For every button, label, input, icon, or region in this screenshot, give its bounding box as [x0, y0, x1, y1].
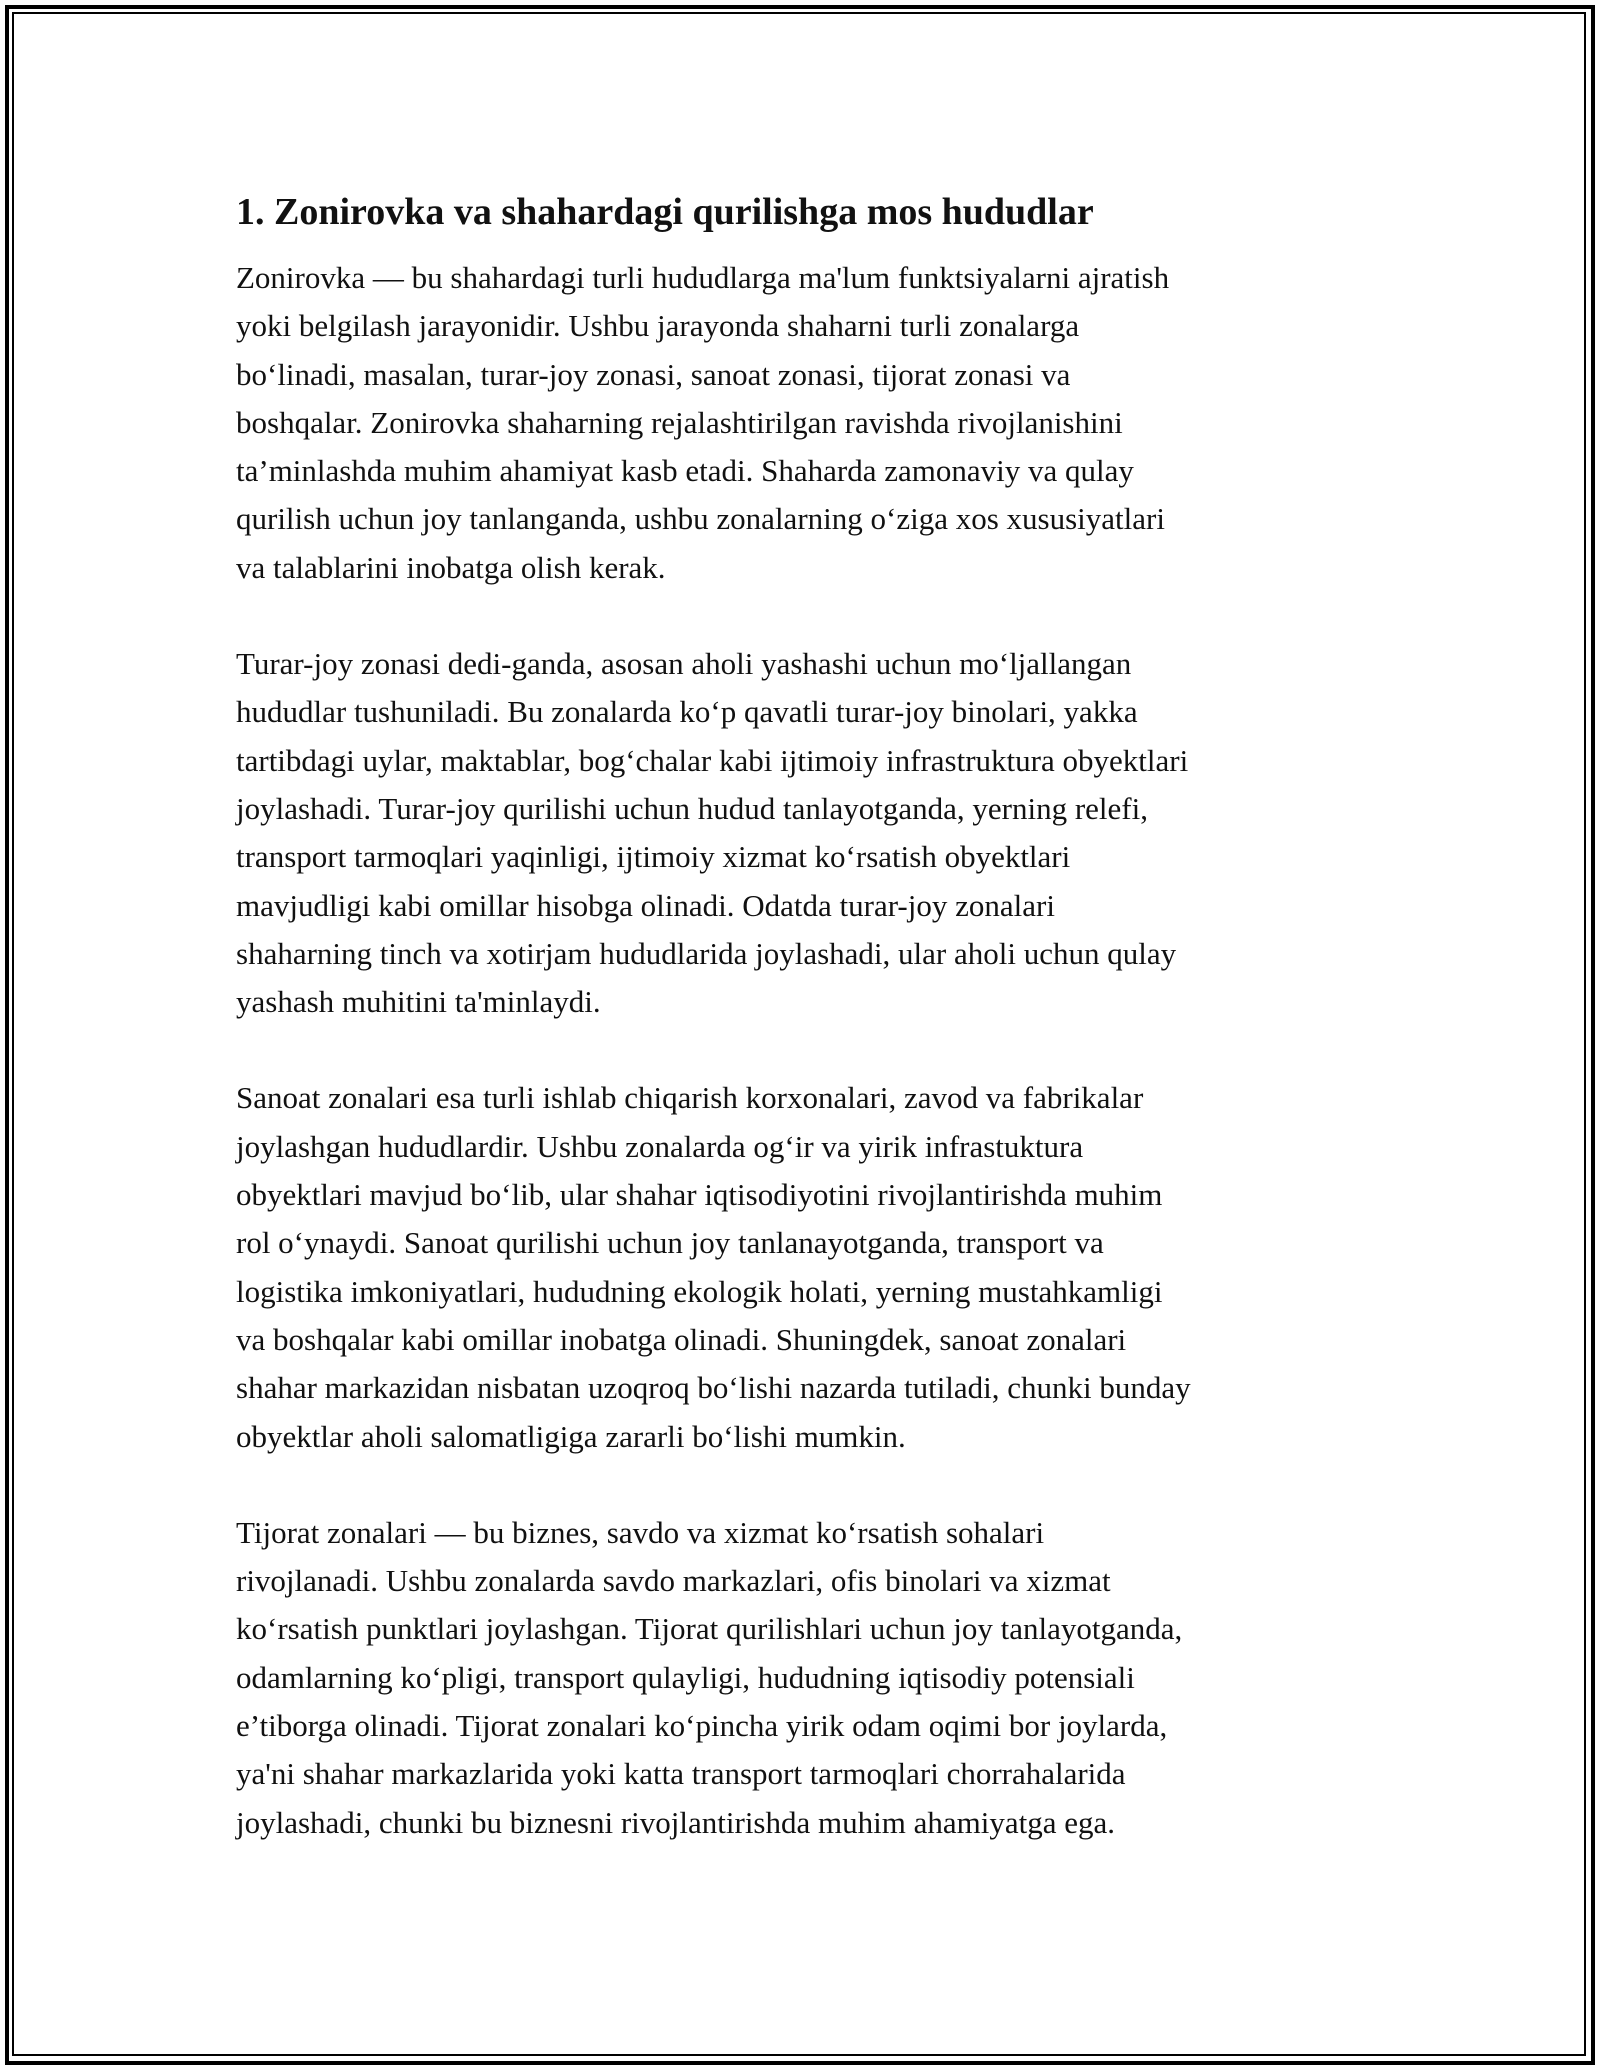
- text-line: rivojlanadi. Ushbu zonalarda savdo markazlari, ofis binolari va xizmat: [236, 1563, 1111, 1599]
- paragraph-zoning-intro: [236, 254, 1371, 592]
- text-line: tartibdagi uylar, maktablar, bog‘chalar kabi ijtimoiy infrastruktura obyektlari: [236, 742, 1189, 778]
- text-line: Zonirovka — bu shahardagi turli hududlarga ma'lum funktsiyalarni ajratish: [236, 260, 1170, 295]
- paragraph-industrial-zone: [236, 1074, 1371, 1460]
- text-line: Sanoat zonalari esa turli ishlab chiqarish korxonalari, zavod va fabrikalar: [236, 1080, 1144, 1116]
- paragraph-commercial-zone: [236, 1509, 1371, 1847]
- text-line: obyektlari mavjud bo‘lib, ular shahar iqtisodiyotini rivojlantirishda muhim: [236, 1177, 1163, 1213]
- text-line: va boshqalar kabi omillar inobatga olinadi. Shuningdek, sanoat zonalari: [236, 1321, 1127, 1357]
- text-line: joylashgan hududlardir. Ushbu zonalarda og‘ir va yirik infrastuktura: [236, 1128, 1084, 1164]
- text-line: obyektlar aholi salomatligiga zararli bo‘lishi mumkin.: [236, 1418, 906, 1454]
- text-line: shahar markazidan nisbatan uzoqroq bo‘lishi nazarda tutiladi, chunki bunday: [236, 1370, 1191, 1406]
- text-line: rol o‘ynaydi. Sanoat qurilishi uchun joy tanlanayotganda, transport va: [236, 1225, 1104, 1261]
- text-line: bo‘linadi, masalan, turar-joy zonasi, sanoat zonasi, tijorat zonasi va: [236, 356, 1071, 392]
- text-line: joylashadi. Turar-joy qurilishi uchun hudud tanlayotganda, yerning relefi,: [236, 790, 1148, 826]
- text-line: yashash muhitini ta'minlaydi.: [236, 984, 601, 1020]
- text-line: transport tarmoqlari yaqinligi, ijtimoiy xizmat ko‘rsatish obyektlari: [236, 839, 1071, 875]
- paragraph-residential-zone: [236, 640, 1371, 1026]
- text-line: Turar-joy zonasi dedi-ganda, asosan aholi yashashi uchun mo‘ljallangan: [236, 646, 1132, 682]
- text-line: boshqalar. Zonirovka shaharning rejalashtirilgan ravishda rivojlanishini: [236, 404, 1123, 440]
- text-line: joylashadi, chunki bu biznesni rivojlantirishda muhim ahamiyatga ega.: [236, 1804, 1115, 1840]
- document-body: [236, 188, 1371, 1895]
- text-line: va talablarini inobatga olish kerak.: [236, 549, 666, 585]
- text-line: shaharning tinch va xotirjam hududlarida joylashadi, ular aholi uchun qulay: [236, 935, 1177, 971]
- text-line: mavjudligi kabi omillar hisobga olinadi. Odatda turar-joy zonalari: [236, 887, 1055, 923]
- text-line: qurilish uchun joy tanlanganda, ushbu zonalarning o‘ziga xos xususiyatlari: [236, 501, 1165, 537]
- text-line: logistika imkoniyatlari, hududning ekologik holati, yerning mustahkamligi: [236, 1273, 1163, 1309]
- section-heading: 1. Zonirovka va shahardagi qurilishga mos hududlar: [236, 191, 1094, 233]
- text-line: ko‘rsatish punktlari joylashgan. Tijorat qurilishlari uchun joy tanlayotganda,: [236, 1611, 1183, 1647]
- text-line: e’tiborga olinadi. Tijorat zonalari ko‘pincha yirik odam oqimi bor joylarda,: [236, 1708, 1168, 1744]
- text-line: hududlar tushuniladi. Bu zonalarda ko‘p qavatli turar-joy binolari, yakka: [236, 694, 1138, 730]
- text-line: odamlarning ko‘pligi, transport qulayligi, hududning iqtisodiy potensiali: [236, 1659, 1135, 1695]
- text-line: Tijorat zonalari — bu biznes, savdo va xizmat ko‘rsatish sohalari: [236, 1514, 1045, 1550]
- text-line: ta’minlashda muhim ahamiyat kasb etadi. Shaharda zamonaviy va qulay: [236, 453, 1134, 489]
- text-line: yoki belgilash jarayonidir. Ushbu jarayonda shaharni turli zonalarga: [236, 308, 1080, 344]
- text-line: ya'ni shahar markazlarida yoki katta transport tarmoqlari chorrahalarida: [236, 1756, 1126, 1792]
